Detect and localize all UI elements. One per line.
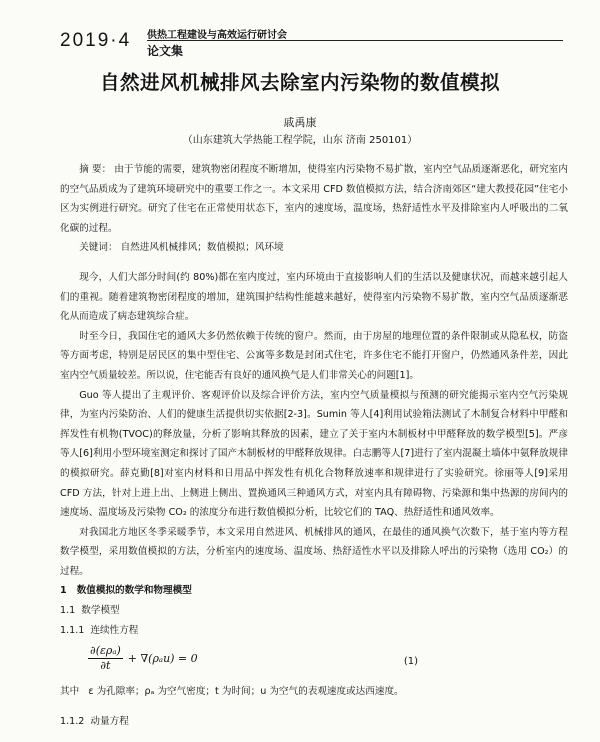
paragraph-2: 时至今日，我国住宅的通风大多仍然依赖于传统的窗户。然而，由于房屋的地理位置的条件限制或从隐私权，防盗等方面考虑，特别是居民区的集中型住宅、公寓等多数是封闭式住宅，许多住宅不能打开窗户，仍然通风条件差，因此室内空气质量较差。所以说，住宅能否有良好的通风换气是人们非常关心的问题[1]。 xyxy=(60,330,568,381)
equation-rest: + ∇(ρₐu) = 0 xyxy=(127,651,198,665)
section-title: 连续性方程 xyxy=(90,624,139,636)
section-title: 数学模型 xyxy=(81,605,120,617)
equation-where xyxy=(60,682,568,702)
equation-math xyxy=(88,644,198,673)
abstract-label: 摘 要： xyxy=(79,164,112,175)
paragraph-1: 现今，人们大部分时间(约 80%)都在室内度过，室内环境由于直接影响人们的生活以及健康状况，而越来越引起人们的重视。随着建筑物密闭程度的增加，建筑围护结构性能越来越好，使得室内污染物不易扩散，室内空气品质逐渐恶化从而造成了病态建筑综合症。 xyxy=(60,271,568,323)
section-title: 动量方程 xyxy=(90,715,129,727)
section-title: 数值模拟的数学和物理模型 xyxy=(76,585,192,597)
paper-title: 自然进风机械排风去除室内污染物的数值模拟 xyxy=(99,71,500,94)
keywords xyxy=(60,238,568,258)
section-heading-1 xyxy=(60,581,568,601)
section-number: 1.1 xyxy=(60,605,76,617)
section-number: 1 xyxy=(60,585,67,597)
issue-number: 2019·4 xyxy=(60,30,132,51)
section-heading-1-1-2 xyxy=(60,712,568,732)
paragraph-4: 对我国北方地区冬季采暖季节，本文采用自然进风、机械排风的通风，在最佳的通风换气次数下，基于室内等方程数学模型，采用数值模拟的方法，分析室内的速度场、温度场、热舒适性水平以及排除人呼出的污染物（选用 CO₂）的过程。 xyxy=(60,526,568,577)
author: 戚禹康 xyxy=(283,116,317,129)
paragraph-3: Guo 等人提出了主观评价、客观评价以及综合评价方法，室内空气质量模拟与预测的研究能揭示室内空气污染规律，为室内污染防治、人们的健康生活提供切实依据[2-3]。Sumin 等人[4]利用试验箱法测试了木制复合材料中甲醛和挥发性有机物(TVOC)的释放量，分析了影响其释放的因素，建立了关于室内木制板材中甲醛释放的数学模型[5]。严彦等人[6]利用小型环境室测定和探讨了国产木制板材的甲醛释放规律。白志鹏等人[7]进行了室内混凝土墙体中氨释放规律的模拟研究。薛克勤[8]对室内材料和日用品中挥发性有机化合物释放速率和规律进行了实验研究。徐丽等人[9]采用 CFD 方法，针对上进上出、上侧进上侧出、置换通风三种通风方式，对室内具有障碍物、污染源和集中热源的房间内的速度场、温度场及污染物 CO₂ 的浓度分布进行数值模拟分析，比较它们的 TAQ、热舒适性和通风效率。 xyxy=(60,389,568,519)
conference-name: 供热工程建设与高效运行研讨会 xyxy=(147,30,287,41)
spacer xyxy=(60,702,568,712)
keywords-text: 自然进风机械排风；数值模拟；风环境 xyxy=(120,242,284,254)
equation-numerator: ∂(ερₐ) xyxy=(90,644,121,658)
paper-body xyxy=(60,160,568,731)
keywords-label: 关键词： xyxy=(79,242,118,254)
affiliation: （山东建筑大学热能工程学院，山东 济南 250101） xyxy=(182,135,418,146)
abstract-text: 由于节能的需要，建筑物密闭程度不断增加，使得室内污染物不易扩散，室内空气品质逐渐恶化，研究室内的空气品质成为了建筑环境研究中的重要工作之一。本文采用 CFD 数值模拟方法，结合济南郊区“建大教授花园”住宅小区为实例进行研究。研究了住宅在正常使用状态下，室内的速度场，温度场，热舒适性水平及排除室内人呼吸出的二氧化碳的过程。 xyxy=(60,164,568,234)
where-text: ε 为孔隙率；ρₐ 为空气密度；t 为时间；u 为空气的表观速度或达西速度。 xyxy=(88,686,404,698)
section-heading-1-1-1 xyxy=(60,621,568,641)
equation-denominator: ∂t xyxy=(100,659,111,673)
page-header xyxy=(0,0,600,60)
header-rule xyxy=(147,40,563,41)
equation-continuity xyxy=(60,642,568,678)
section-name: 论文集 xyxy=(147,44,184,58)
abstract xyxy=(60,160,568,238)
spacer xyxy=(60,258,568,268)
equation-fraction xyxy=(88,644,123,673)
section-number: 1.1.2 xyxy=(60,715,85,727)
section-heading-1-1 xyxy=(60,601,568,621)
section-number: 1.1.1 xyxy=(60,624,85,636)
where-label: 其中 xyxy=(60,686,80,698)
equation-number: (1) xyxy=(403,656,418,668)
